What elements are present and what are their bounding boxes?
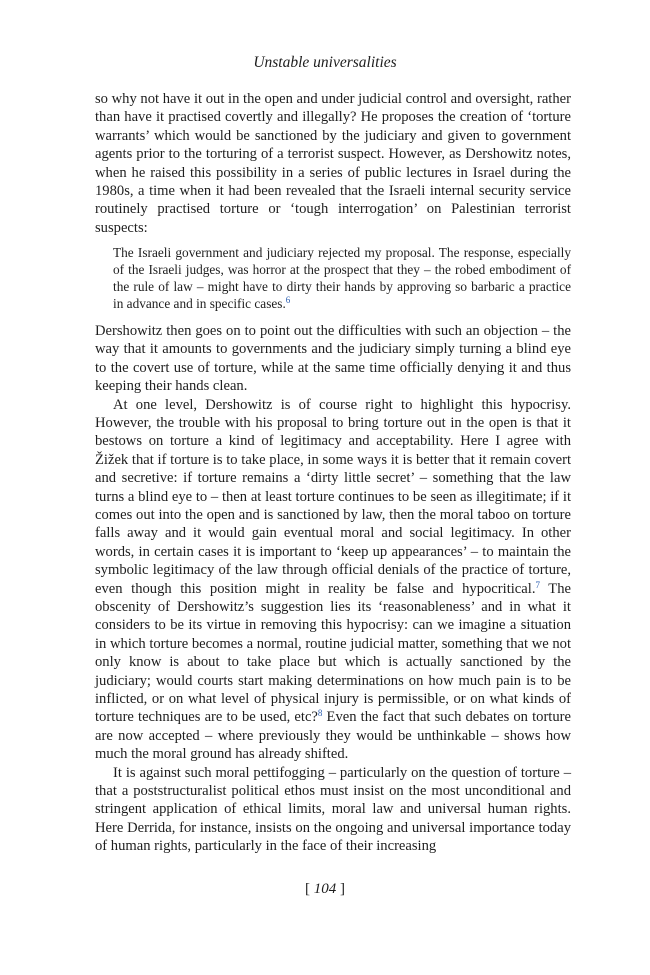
paragraph-1: so why not have it out in the open and under judicial control and oversight, rather than have it practised covertly and illegally? He proposes the creation of ‘torture warrants’ which would be sanctioned by the judiciary and given to government agents prior to the torturing of a terrorist suspect. However, as Dershowitz notes, when he raised this possibility in a series of public lectures in Israel during the 1980s, a time when it had been revealed that the Israeli internal security service routinely practised torture or ‘tough interrogation’ on Palestinian terrorist suspects: <box>95 91 571 236</box>
paragraph-2: Dershowitz then goes on to point out the difficulties with such an objection – the way that it amounts to governments and the judiciary simply turning a blind eye to the covert use of torture, while at the same time officially denying it and thus keeping their hands clean. <box>95 322 571 395</box>
block-quote <box>113 245 571 313</box>
body-text <box>95 90 571 856</box>
footnote-ref-7[interactable]: 7 <box>535 579 540 590</box>
paragraph-3-part-1: At one level, Dershowitz is of course right to highlight this hypocrisy. However, the trouble with his proposal to bring torture out in the open is that it bestows on torture a kind of legitimacy and acceptability. Here I agree with Žižek that if torture is to take place, in some ways it is better that it remain covert and secretive: if torture remains a ‘dirty little secret’ – something that the law turns a blind eye to – then at least torture continues to be seen as illegitimate; if it comes out into the open and is sanctioned by law, then the moral taboo on torture falls away and it would gain eventual moral and social legitimacy. In other words, in certain cases it is important to ‘keep up appearances’ – to maintain the symbolic legitimacy of the law through official denials of the practice of torture, even though this position might in reality be false and hypocritical. <box>95 396 571 597</box>
footnote-ref-8[interactable]: 8 <box>317 708 323 719</box>
block-quote-text: The Israeli government and judiciary rejected my proposal. The response, especially of the Israeli judges, was horror at the prospect that they – the robed embodiment of the rule of law – might have to dirty their hands by approving so barbaric a practice in advance and in specific cases. <box>113 245 571 311</box>
footnote-ref-6[interactable]: 6 <box>285 294 291 305</box>
paragraph-3 <box>95 396 571 764</box>
page-number <box>0 881 650 898</box>
folio-number: 104 <box>313 881 337 897</box>
paragraph-4: It is against such moral pettifogging – particularly on the question of torture – that a poststructuralist political ethos must insist on the most unconditional and stringent application of ethical limits, moral law and universal human rights. Here Derrida, for instance, insists on the ongoing and universal importance today of human rights, particularly in the face of their increasing <box>95 764 571 855</box>
paragraph-3-part-3: Even the fact that such debates on torture are now accepted – where previously they would be unthinkable – shows how much the moral ground has already shifted. <box>95 709 571 763</box>
folio-open-bracket: [ <box>305 881 314 897</box>
paragraph-3-part-2: The obscenity of Dershowitz’s suggestion lies its ‘reasonableness’ and in what it considers to be its virtue in removing this hypocrisy: can we imagine a situation in which torture becomes a normal, routine judicial matter, something that we not only know is about to take place but which is actually sanctioned by the judiciary; would courts start making determinations on how much pain is to be inflicted, or on what level of physical injury is permissible, or on what kinds of torture techniques are to be used, etc? <box>95 580 572 726</box>
folio-close-bracket: ] <box>336 881 345 897</box>
running-head: Unstable universalities <box>253 54 397 71</box>
